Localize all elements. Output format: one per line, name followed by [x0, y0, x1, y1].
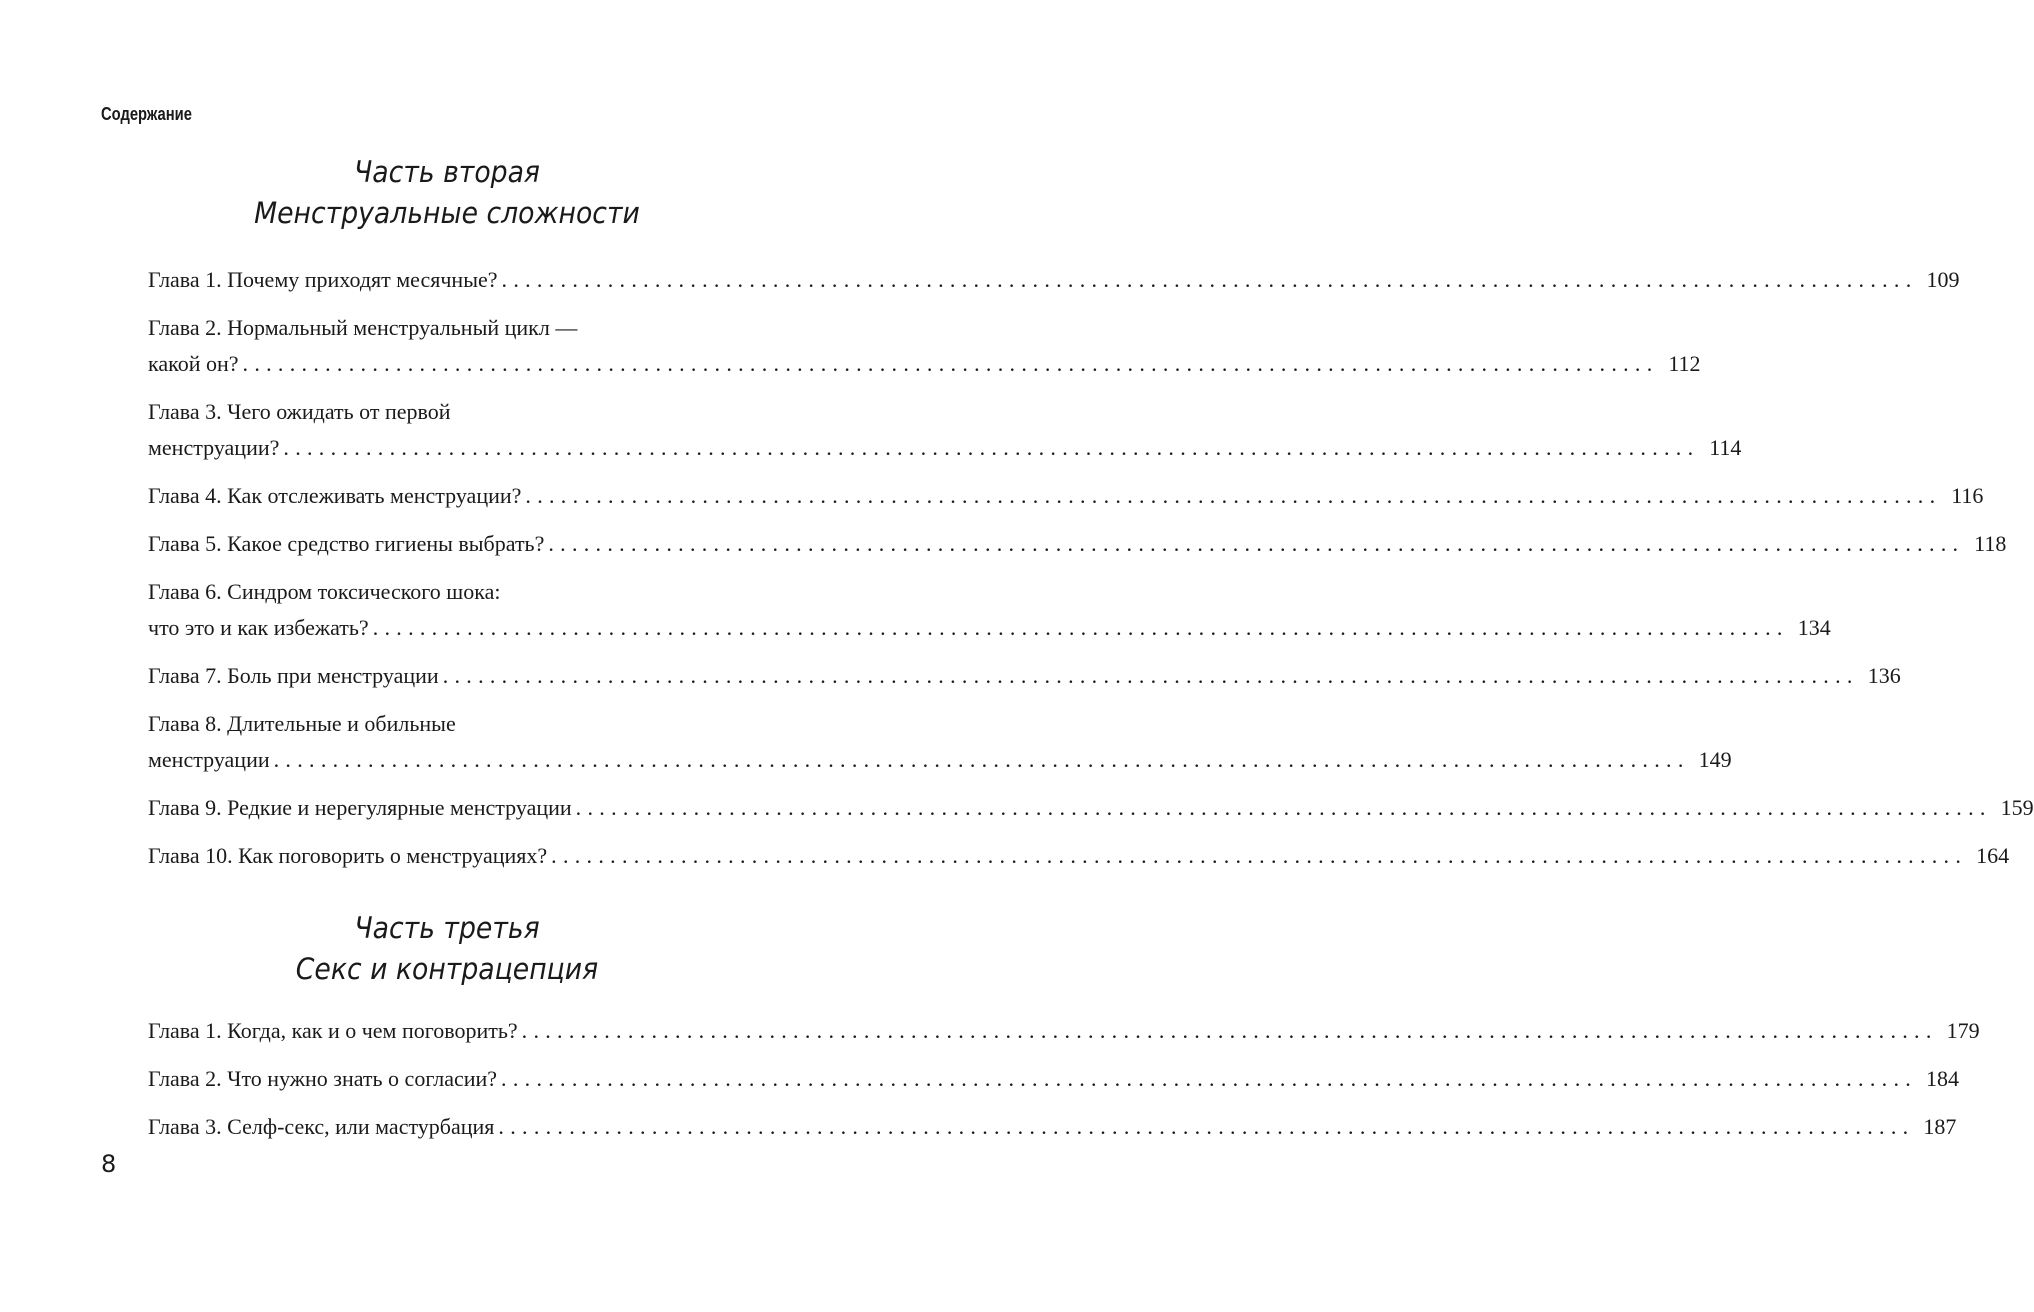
toc-entry	[148, 526, 2007, 562]
toc-entry-title: Глава 1. Почему приходят месячные?	[148, 267, 498, 292]
toc-entry	[148, 574, 1831, 646]
toc-entry-title: Глава 8. Длительные и обильные	[148, 711, 456, 736]
toc-entry	[148, 310, 1701, 382]
toc-entry	[148, 394, 1742, 466]
toc-page-number: 179	[1946, 1018, 1980, 1043]
dot-leader: ........................................................................................................................	[525, 483, 1942, 508]
toc-entry	[148, 706, 1732, 778]
toc-entry-title: Глава 10. Как поговорить о менструациях?	[148, 843, 548, 868]
toc-entry	[148, 478, 1984, 514]
toc-entry	[148, 838, 2010, 874]
dot-leader: ........................................................................................................................	[242, 351, 1659, 376]
toc-entry-title: Глава 9. Редкие и нерегулярные менструации	[148, 795, 572, 820]
toc-entry-title: Глава 4. Как отслеживать менструации?	[148, 483, 522, 508]
toc-entry	[148, 1109, 1957, 1145]
toc-page-number: 164	[1976, 843, 2010, 868]
toc-page-number: 136	[1867, 663, 1901, 688]
toc-entry-title: менструации?	[148, 435, 280, 460]
part-two-heading: Менструальные сложности	[254, 196, 640, 230]
dot-leader: ........................................................................................................................	[501, 1066, 1918, 1091]
dot-leader: ........................................................................................................................	[575, 795, 1992, 820]
part-three-label: Часть третья	[354, 911, 540, 945]
dot-leader: ........................................................................................................................	[498, 1114, 1915, 1139]
toc-entry-title: Глава 6. Синдром токсического шока:	[148, 579, 501, 604]
toc-entry	[148, 658, 1901, 694]
toc-entry-title: Глава 7. Боль при менструации	[148, 663, 439, 688]
page-number: 8	[101, 1150, 117, 1178]
toc-page-number: 149	[1698, 747, 1732, 772]
toc-entry-title: Глава 3. Чего ожидать от первой	[148, 399, 451, 424]
toc-entry-title: менструации	[148, 747, 270, 772]
part-three-title	[174, 908, 720, 990]
dot-leader: ........................................................................................................................	[548, 531, 1965, 556]
toc-entry-title: Глава 5. Какое средство гигиены выбрать?	[148, 531, 545, 556]
toc-page-number: 116	[1951, 483, 1984, 508]
toc-entry-title: что это и как избежать?	[148, 615, 369, 640]
dot-leader: ........................................................................................................................	[442, 663, 1859, 688]
dot-leader: ........................................................................................................................	[283, 435, 1700, 460]
toc-entry-title: Глава 2. Что нужно знать о согласии?	[148, 1066, 498, 1091]
toc-page-number: 114	[1709, 435, 1742, 460]
toc-entry-title: Глава 2. Нормальный менструальный цикл —	[148, 315, 578, 340]
part-two-label: Часть вторая	[354, 155, 540, 189]
running-head: Содержание	[101, 104, 192, 124]
dot-leader: ........................................................................................................................	[501, 267, 1918, 292]
part-three-heading: Секс и контрацепция	[295, 952, 599, 986]
part-two-title	[174, 152, 720, 234]
toc-entry	[148, 262, 1960, 298]
toc-entry-title: Глава 1. Когда, как и о чем поговорить?	[148, 1018, 518, 1043]
toc-page-number: 134	[1797, 615, 1831, 640]
toc-entry	[148, 1013, 1980, 1049]
toc-page-number: 109	[1926, 267, 1960, 292]
dot-leader: ........................................................................................................................	[372, 615, 1789, 640]
toc-page-number: 159	[2000, 795, 2034, 820]
dot-leader: ........................................................................................................................	[521, 1018, 1938, 1043]
toc-page-number: 187	[1923, 1114, 1957, 1139]
toc-entry-title: Глава 3. Селф-секс, или мастурбация	[148, 1114, 495, 1139]
toc-page-number: 118	[1974, 531, 2007, 556]
dot-leader: ........................................................................................................................	[551, 843, 1968, 868]
toc-entry	[148, 1061, 1960, 1097]
toc-entry	[148, 790, 2034, 826]
dot-leader: ........................................................................................................................	[273, 747, 1690, 772]
toc-entry-title: какой он?	[148, 351, 239, 376]
toc-page-number: 184	[1926, 1066, 1960, 1091]
toc-page-number: 112	[1668, 351, 1701, 376]
